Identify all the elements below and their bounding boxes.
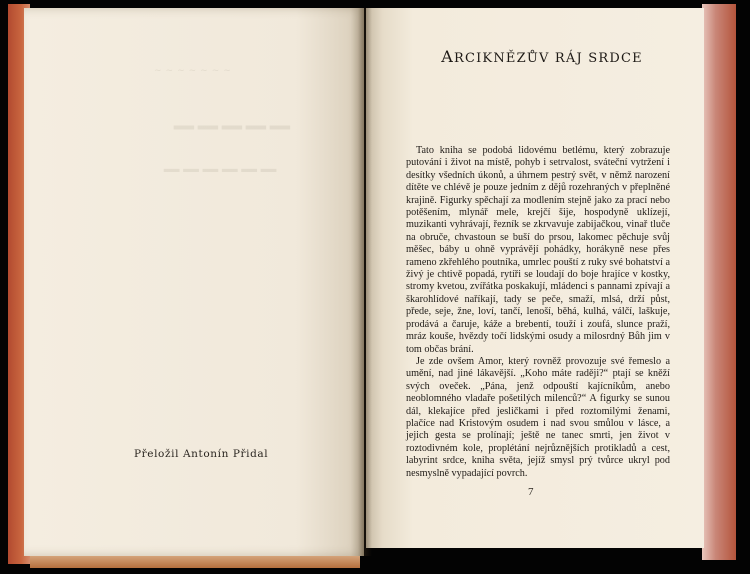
cover-edge-bottom — [30, 556, 360, 568]
page-number: 7 — [528, 486, 534, 498]
paragraph: Tato kniha se podobá lidovému betlému, který zobrazuje putování i život na místě, pohyb i setrvalost, sváteční vytržení i desítky všedních úkonů, a úhrnem pestrý svět, v němž narození dítěte ve chlévě je pouze jedním z dějů rozehraných v přeplněné krajině. Figurky spěchají za modlením stejně jako za prací nebo potěšením, mlynář mele, krejčí šije, hospodyně uklízejí, muzikanti vyhrávají, řezník se zkrvavuje zabijačkou, vinař tluče na obruče, chvastoun se buší do prsou, lakomec pěchuje svůj měšec, báby u ohně vyprávějí pohádky, horákyně nese přes rameno zkřehlého poutníka, umrlec pouští z ruky své bohatství a živý je chtivě popadá, rytíři se loudají do boje hrajíce v kostky, stromy kvetou, zvířátka poskakují, mládenci s pannami zpívají a škarohlídové naříkají, tady se peče, smaží, mlsá, drží půst, přede, seje, žne, loví, tančí, lenoší, běhá, kulhá, válčí, laškuje, prodává a čaruje, káže a brebentí, touží i zoufá, slunce praží, mráz kouše, hvězdy točí lidskými osudy a milosrdný Bůh jim v tom občas brání. — [406, 145, 670, 355]
show-through-title-2: ▁▁▁▁▁▁ — [164, 148, 281, 172]
left-page — [24, 8, 364, 556]
body-text — [406, 145, 670, 480]
chapter-title-rest: RCIKNĚZŮV RÁJ SRDCE — [453, 51, 643, 66]
chapter-title-initial: A — [441, 47, 454, 66]
show-through-title: ▁▁▁▁▁ — [174, 100, 294, 130]
paragraph: Je zde ovšem Amor, který rovněž provozuje své řemeslo a umění, nad jiné lákavější. „Koho máte raději?“ ptají se kněží svých oveček. „Pána, jenž odpouští kajícníkům, anebo neoblomného vladaře pošetilých milenců?“ A figurky se sunou dál, klekajíce před jesličkami i před roztomilými ženami, plačíce nad Kristovým osudem i nad svou smůlou v lásce, a jejich gesta se prolínají; ještě ne tanec smrti, jen život v roztodivném kole, proplétání nejrůznějších protikladů a cest, labyrint srdce, kniha světa, jejíž smysl prý tvůrce ukryl pod nesmyslně vypadající povrch. — [406, 355, 670, 479]
chapter-title — [392, 47, 692, 66]
right-page — [366, 8, 704, 548]
show-through-text: ~~~~~~~ — [154, 66, 235, 76]
book-gutter — [358, 8, 372, 556]
cover-edge-right — [702, 4, 736, 560]
translator-credit: Přeložil Antonín Přidal — [134, 448, 269, 460]
